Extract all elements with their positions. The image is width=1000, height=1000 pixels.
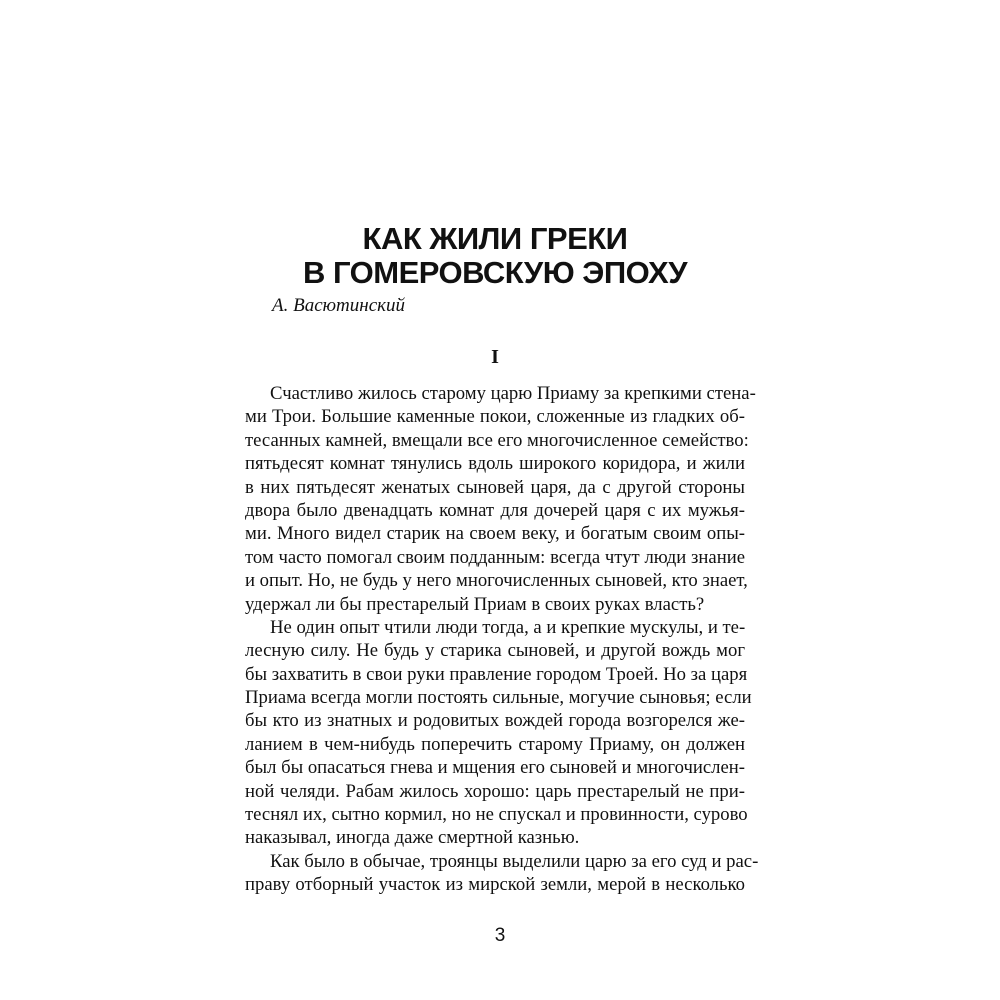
text-line: наказывал, иногда даже смертной казнью.: [245, 827, 580, 849]
text-line: пятьдесят комнат тянулись вдоль широкого коридора, и жили: [245, 453, 745, 475]
chapter-title-line-1: КАК ЖИЛИ ГРЕКИ: [362, 221, 628, 256]
text-line: ми. Много видел старик на своем веку, и богатым своим опы-: [245, 523, 745, 545]
text-line: лесную силу. Не будь у старика сыновей, и другой вождь мог: [245, 640, 745, 662]
text-line: Как было в обычае, троянцы выделили царю за его суд и рас-: [270, 850, 759, 872]
text-line: двора было двенадцать комнат для дочерей царя с их мужья-: [245, 499, 745, 521]
text-line: ланием в чем-нибудь поперечить старому Приаму, он должен: [245, 733, 745, 755]
text-line: в них пятьдесят женатых сыновей царя, да с другой стороны: [245, 476, 745, 498]
author-name: А. Васютинский: [272, 295, 406, 316]
section-number: I: [491, 346, 499, 368]
text-line: бы кто из знатных и родовитых вождей города возгорелся же-: [245, 710, 745, 732]
text-line: ми Трои. Большие каменные покои, сложенные из гладких об-: [245, 406, 745, 428]
text-line: Счастливо жилось старому царю Приаму за крепкими стена-: [270, 383, 756, 404]
body-text: [245, 382, 759, 897]
text-line: тесанных камней, вмещали все его многочисленное семейство:: [245, 429, 749, 451]
text-line: Приама всегда могли постоять сильные, могучие сыновья; если: [245, 687, 752, 709]
chapter-title-line-2: В ГОМЕРОВСКУЮ ЭПОХУ: [302, 255, 688, 290]
text-line: удержал ли бы престарелый Приам в своих руках власть?: [245, 593, 705, 615]
text-line: был бы опасаться гнева и мщения его сыновей и многочислен-: [245, 757, 745, 779]
text-line: ной челяди. Рабам жилось хорошо: царь престарелый не при-: [245, 780, 745, 802]
page-number: 3: [494, 925, 506, 946]
text-line: теснял их, сытно кормил, но не спускал и провинности, сурово: [245, 804, 748, 826]
text-line: бы захватить в свои руки правление городом Троей. Но за царя: [245, 663, 748, 685]
text-line: том часто помогал своим подданным: всегда чтут люди знание: [245, 546, 745, 568]
text-line: праву отборный участок из мирской земли, мерой в несколько: [245, 874, 745, 896]
text-line: и опыт. Но, не будь у него многочисленных сыновей, кто знает,: [245, 570, 748, 592]
text-line: Не один опыт чтили люди тогда, а и крепкие мускулы, и те-: [270, 616, 746, 638]
